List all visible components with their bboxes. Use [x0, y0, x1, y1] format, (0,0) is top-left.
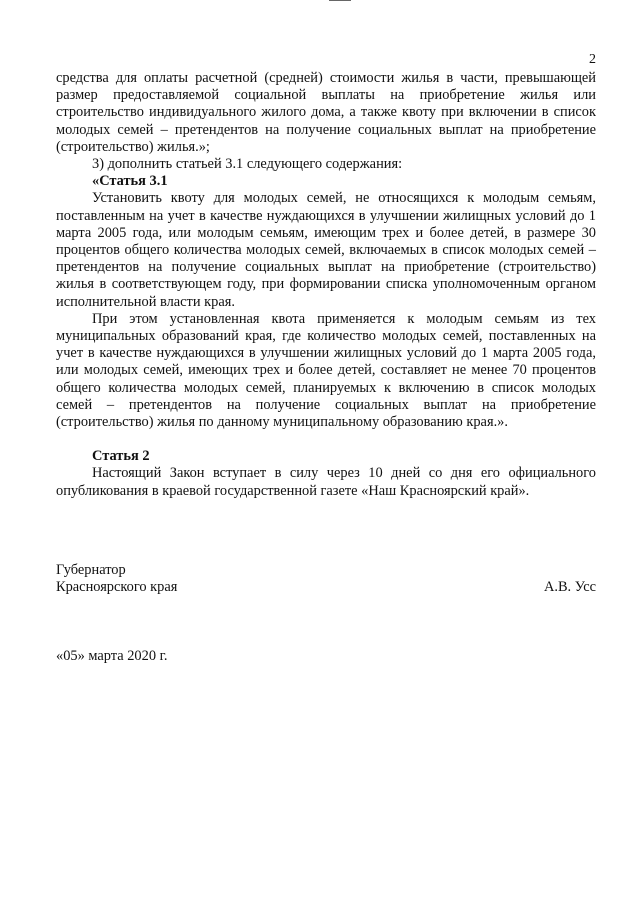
heading-article-3-1: «Статья 3.1: [92, 173, 168, 190]
document-body: [56, 70, 596, 500]
signature-block: [56, 562, 596, 596]
paragraph-quota: Установить квоту для молодых семей, не относящихся к молодым семьям, поставленным на учет в качестве нуждающихся в улучшении жилищных условий до 1 марта 2005 года, или молодым семьям, имеющим трех и более детей, в размере 30 процентов общего количества молодых семей, включаемых в список молодых семей – претендентов на получение социальных выплат на приобретение (строительство) жилья в соответствующем году, при формировании списка уполномоченным органом исполнительной власти края.: [56, 190, 596, 310]
page-number: 2: [589, 52, 596, 67]
paragraph-housing-funds: средства для оплаты расчетной (средней) стоимости жилья в части, превышающей размер предоставляемой социальной выплаты на приобретение жилья или строительство индивидуального жилого дома, а также квоту при включении в список молодых семей – претендентов на получение социальных выплат на приобретение (строительство) жилья.»;: [56, 70, 596, 155]
signatory-title-line1: Губернатор: [56, 562, 126, 578]
signatory-title-line2: Красноярского края: [56, 579, 178, 596]
signatory-name: А.В. Усс: [543, 579, 596, 596]
heading-article-2: Статья 2: [92, 448, 150, 465]
paragraph-entry-into-force: Настоящий Закон вступает в силу через 10 дней со дня его официального опубликования в краевой государственной газете «Наш Красноярский край».: [56, 465, 596, 499]
document-date: «05» марта 2020 г.: [56, 648, 168, 664]
paragraph-amend-item-3: 3) дополнить статьей 3.1 следующего содержания:: [92, 156, 403, 173]
top-edge-mark: [329, 0, 351, 1]
paragraph-quota-application: При этом установленная квота применяется к молодым семьям из тех муниципальных образований края, где количество молодых семей, поставленных на учет в качестве нуждающихся в улучшении жилищных условий до 1 марта 2005 года, или молодых семей, имеющих трех и более детей, составляет не менее 70 процентов общего количества молодых семей, планируемых к включению в список молодых семей – претендентов на получение социальных выплат на приобретение (строительство) жилья по данному муниципальному образованию края.».: [56, 310, 596, 431]
